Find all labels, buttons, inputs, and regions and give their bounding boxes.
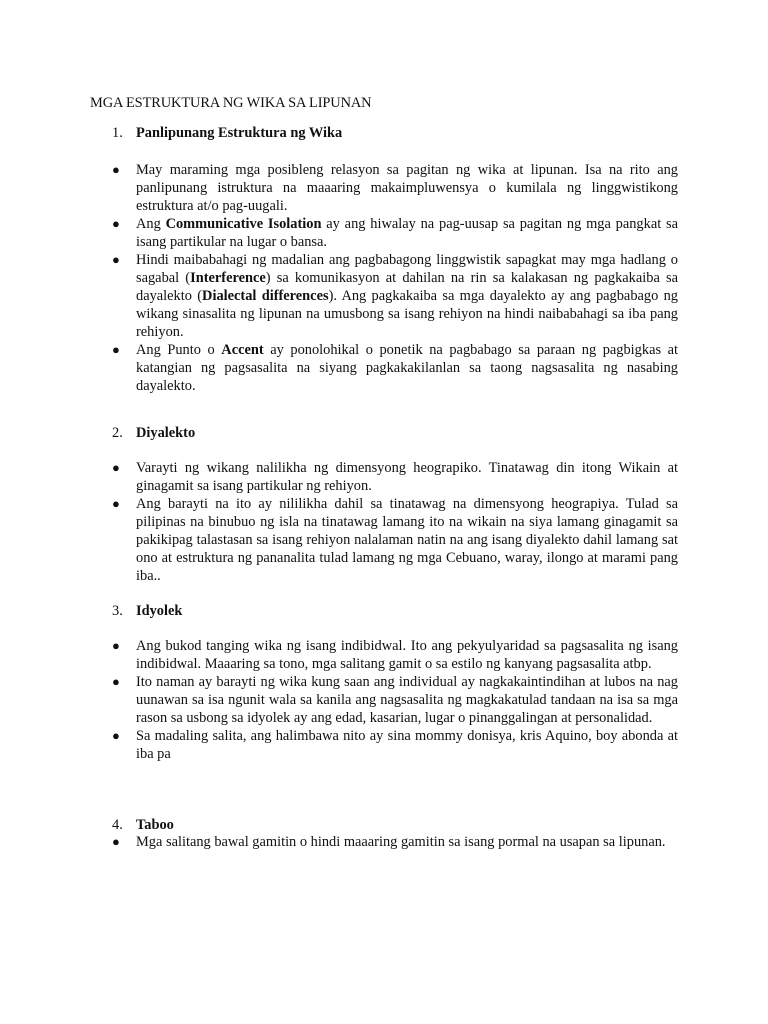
bullet-icon: ● xyxy=(112,252,120,267)
bullet-icon: ● xyxy=(112,674,120,689)
section-title: Panlipunang Estruktura ng Wika xyxy=(136,125,343,141)
text-segment: Mga salitang bawal gamitin o hindi maaaring gamitin sa isang pormal na usapan sa lipunan. xyxy=(136,834,666,850)
text-segment: Hindi maibabahagi ng madalian ang pagbabagong linggwistik sapagkat may mga hadlang o sagabal ( xyxy=(136,252,678,286)
section-heading-1 xyxy=(112,124,342,142)
list-item xyxy=(112,727,678,763)
text-segment: Ang bukod tanging wika ng isang indibidwal. Ito ang pekyulyaridad sa pagsasalita ng isang indibidwal. Maaaring sa tono, mga salitang gamit o sa estilo ng kanyang pagsasalita atbp. xyxy=(136,638,678,672)
section-2-list xyxy=(112,459,678,585)
text-segment: ay ponolohikal o ponetik na pagbabago sa paraan ng pagbigkas at katangian ng pagsasalita na siyang pagkakakilanlan sa taong nagsasalita ng nasabing dayalekto. xyxy=(136,342,679,394)
section-1-list xyxy=(112,161,678,395)
section-title: Taboo xyxy=(136,817,174,833)
bold-term: Communicative Isolation xyxy=(165,216,322,232)
section-title: Idyolek xyxy=(136,603,183,619)
section-number: 1. xyxy=(112,125,123,141)
section-title: Diyalekto xyxy=(136,425,196,441)
bullet-icon: ● xyxy=(112,834,120,849)
bullet-icon: ● xyxy=(112,342,120,357)
bullet-icon: ● xyxy=(112,496,120,511)
section-3-list xyxy=(112,637,678,763)
text-segment: Ang barayti na ito ay nililikha dahil sa tinatawag na dimensyong heograpiya. Tulad sa pilipinas na binubuo ng isla na tinatawag lamang ito na wikain na siya lamang ginagamit sa pakikipag talastasan sa isang rehiyon nalalaman natin na ang isang diyalekto dahil lamang sat ono at estruktura ng pananalita tulad lamang ng mga Cebuano, waray, ilongo at marami pang iba.. xyxy=(136,496,678,584)
bullet-icon: ● xyxy=(112,460,120,475)
bullet-icon: ● xyxy=(112,162,120,177)
list-item xyxy=(112,833,678,851)
list-item xyxy=(112,341,678,395)
text-segment: Ang xyxy=(136,216,166,232)
list-item xyxy=(112,637,678,673)
list-item xyxy=(112,673,678,727)
list-item xyxy=(112,251,678,341)
list-item xyxy=(112,161,678,215)
text-segment: ). Ang pagkakaiba sa mga dayalekto ay ang pagbabago ng wikang sinasalita ng lipunan na umusbong sa isang rehiyon na hindi naibabahagi sa iba pang rehiyon. xyxy=(136,288,678,340)
text-segment: ) sa komunikasyon at dahilan na rin sa kalakasan ng pagkakaiba sa dayalekto ( xyxy=(136,270,678,304)
text-segment: Ito naman ay barayti ng wika kung saan ang individual ay nagkakaintindihan at lubos na nag uunawan sa isa ngunit wala sa kanila ang nagsasalita ng magkakatulad tandaan na isa sa mga rason sa usbong sa idyolek ay ang edad, kasarian, lugar o pinanggalingan at personalidad. xyxy=(136,674,678,726)
text-segment: May maraming mga posibleng relasyon sa pagitan ng wika at lipunan. Isa na rito ang panlipunang istruktura na maaaring makaimpluwensya o kumilala ng linggwistikong estruktura at/o pag-uugali. xyxy=(136,162,678,214)
section-4-list xyxy=(112,833,678,851)
section-heading-2 xyxy=(112,424,195,442)
list-item xyxy=(112,215,678,251)
text-segment: ay ang hiwalay na pag-uusap sa pagitan ng mga pangkat sa isang partikular na lugar o bansa. xyxy=(136,216,678,250)
bullet-icon: ● xyxy=(112,216,120,231)
section-heading-4 xyxy=(112,816,174,834)
text-segment: Varayti ng wikang nalilikha ng dimensyong heograpiko. Tinatawag din itong Wikain at ginagamit sa isang partikular ng rehiyon. xyxy=(136,460,678,494)
bold-term: Dialectal differences xyxy=(202,288,329,304)
section-heading-3 xyxy=(112,602,182,620)
bold-term: Accent xyxy=(221,342,264,358)
document-title: MGA ESTRUKTURA NG WIKA SA LIPUNAN xyxy=(90,95,372,111)
bullet-icon: ● xyxy=(112,638,120,653)
list-item xyxy=(112,495,678,585)
list-item xyxy=(112,459,678,495)
section-number: 4. xyxy=(112,817,123,833)
bold-term: Interference xyxy=(190,270,266,286)
section-number: 2. xyxy=(112,425,123,441)
text-segment: Ang Punto o xyxy=(136,342,222,358)
section-number: 3. xyxy=(112,603,123,619)
bullet-icon: ● xyxy=(112,728,120,743)
text-segment: Sa madaling salita, ang halimbawa nito ay sina mommy donisya, kris Aquino, boy abonda at iba pa xyxy=(136,728,678,762)
